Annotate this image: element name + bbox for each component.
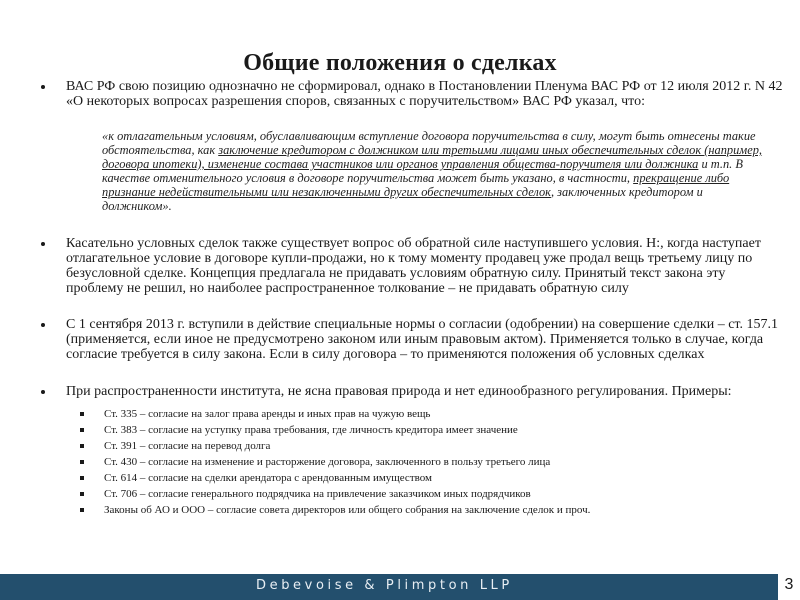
example-item: Ст. 614 – согласие на сделки арендатора с арендованным имуществом — [66, 470, 784, 486]
example-item: Ст. 383 – согласие на уступку права требования, где личность кредитора имеет значение — [66, 422, 784, 438]
slide-content — [36, 79, 784, 518]
bullet-vas-position: ВАС РФ свою позицию однозначно не сформировал, однако в Постановлении Пленума ВАС РФ от 12 июля 2012 г. N 42 «О некоторых вопросах разрешения споров, связанных с поручительством» ВАС РФ указал, что: — [36, 79, 784, 109]
quote-underlined-part-1: заключение кредитором с должником или третьими лицами иных обеспечительных сделок (например, договора ипотеки), изменение состава участников или органов управления общества-поручителя или должника — [102, 143, 763, 171]
example-item: Ст. 335 – согласие на залог права аренды и иных прав на чужую вещь — [66, 406, 784, 422]
quote-underlined-part-2: прекращение либо признание недействительными или незаключенными других обеспечительных сделок — [102, 171, 730, 199]
bullet-legal-nature: При распространенности института, не ясна правовая природа и нет единообразного регулирования. Примеры: — [36, 384, 784, 399]
example-item: Ст. 706 – согласие генерального подрядчика на привлечение заказчиком иных подрядчиков — [66, 486, 784, 502]
quote-text-part-3: , заключенных кредитором и должником». — [102, 185, 703, 213]
bullet-retroactive-effect: Касательно условных сделок также существует вопрос об обратной силе наступившего условия. Н:, когда наступает отлагательное условие в договоре купли-продажи, но к тому моменту продавец уже продал вещь третьему лицу по безусловной сделке. Концепция предлагала не придавать условиям обратную силу. Принятый текст закона эту проблему не решил, но наиболее распространенное толкование – не придавать обратную силу — [36, 236, 784, 296]
quote-text-part-1: «к отлагательным условиям, обуславливающим вступление договора поручительства в силу, могут быть отнесены такие обстоятельства, как — [102, 129, 756, 157]
quote-text-part-2: и т.п. В качестве отменительного условия в договоре поручительства может быть указано, в частности, — [102, 157, 743, 185]
firm-logo-text: Debevoise & Plimpton LLP — [256, 578, 513, 593]
footer-bar — [0, 574, 800, 600]
examples-list — [66, 406, 784, 518]
bullet-consent-norms: С 1 сентября 2013 г. вступили в действие специальные нормы о согласии (одобрении) на совершение сделки – ст. 157.1 (применяется, если иное не предусмотрено законом или иным правовым актом). Применяется только в случае, когда согласие требуется в силу закона. Если в силу договора – то применяются положения об условных сделках — [36, 317, 784, 362]
example-item: Ст. 391 – согласие на перевод долга — [66, 438, 784, 454]
example-item: Законы об АО и ООО – согласие совета директоров или общего собрания на заключение сделок и проч. — [66, 502, 784, 518]
page-number: 3 — [778, 569, 800, 600]
quote-block — [102, 129, 774, 213]
example-item: Ст. 430 – согласие на изменение и расторжение договора, заключенного в пользу третьего лица — [66, 454, 784, 470]
slide-title: Общие положения о сделках — [243, 50, 557, 76]
